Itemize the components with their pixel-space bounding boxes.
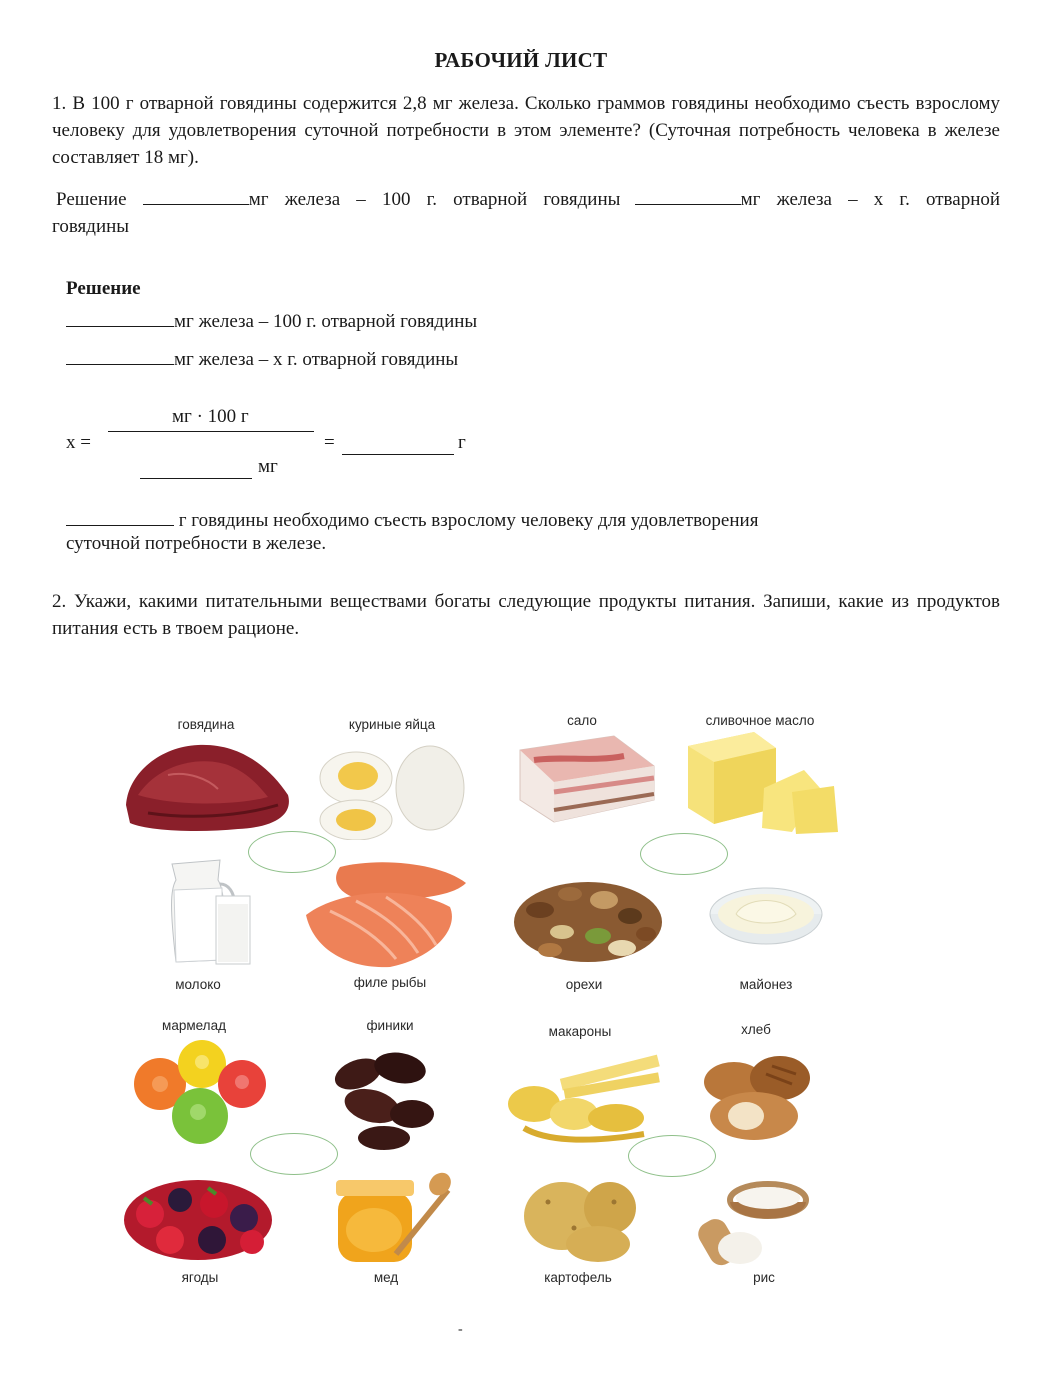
blank-result[interactable] (342, 436, 454, 455)
result-unit: г (458, 432, 466, 453)
task1-inline-solution (52, 186, 1000, 240)
label-berries: ягоды (181, 1270, 219, 1285)
blank-iron-amount-2[interactable] (635, 186, 741, 205)
label-nuts: орехи (565, 977, 603, 992)
label-marmalade: мармелад (162, 1018, 226, 1033)
inline-part-x: мг железа – х г. отварной говядины (52, 189, 1001, 237)
x-equals: х = (66, 432, 91, 453)
marmalade-image (130, 1038, 270, 1148)
page-title: РАБОЧИЙ ЛИСТ (434, 48, 608, 72)
label-butter: сливочное масло (705, 713, 815, 728)
task1-question: 1. В 100 г отварной говядины содержится 2,8 мг железа. Сколько граммов говядины необходимо съесть взрослому человеку для удовлетворения суточной потребности в этом элементе? (Суточная потребность человека в железе составляет 18 мг). (52, 93, 1000, 168)
answer-line-2: суточной потребности в железе. (66, 533, 327, 554)
label-lard: сало (567, 713, 597, 728)
answer-oval-3[interactable] (250, 1133, 338, 1175)
label-rice: рис (753, 1270, 775, 1285)
blank-denominator[interactable] (140, 460, 252, 479)
solution-line-1-text: мг железа – 100 г. отварной говядины (174, 311, 478, 332)
honey-image (330, 1170, 462, 1270)
mayo-image (706, 874, 828, 974)
answer-oval-2[interactable] (640, 833, 728, 875)
task2-question: 2. Укажи, какими питательными веществами богаты следующие продукты питания. Запиши, какие из продуктов питания есть в твоем рационе. (52, 591, 1000, 639)
butter-image (684, 728, 840, 836)
solution-heading: Решение (66, 278, 141, 299)
beef-image (118, 735, 296, 835)
label-beef: говядина (177, 717, 235, 732)
equals-sign: = (324, 432, 335, 453)
label-dates: финики (366, 1018, 414, 1033)
denominator-unit: мг (258, 456, 278, 477)
blank-answer[interactable] (66, 507, 174, 526)
rice-image (696, 1170, 812, 1270)
footer-mark: - (458, 1322, 463, 1337)
bread-image (696, 1044, 818, 1152)
label-mayo: майонез (739, 977, 793, 992)
dates-image (328, 1040, 436, 1152)
inline-solution-word: Решение (56, 189, 127, 210)
nuts-image (510, 870, 666, 968)
label-eggs: куриные яйца (348, 717, 436, 732)
label-milk: молоко (175, 977, 221, 992)
fraction-numerator: мг · 100 г (172, 406, 249, 427)
berries-image (120, 1170, 276, 1266)
label-fish: филе рыбы (353, 975, 427, 990)
blank-iron-amount-1[interactable] (143, 186, 249, 205)
label-pasta: макароны (548, 1024, 612, 1039)
blank-line1[interactable] (66, 308, 174, 327)
answer-line-1-text: г говядины необходимо съесть взрослому человеку для удовлетворения (178, 510, 759, 531)
solution-line-2 (66, 346, 458, 371)
blank-line2[interactable] (66, 346, 174, 365)
pasta-image (504, 1048, 664, 1148)
solution-line-1 (66, 308, 477, 333)
milk-image (160, 850, 260, 975)
potato-image (518, 1172, 642, 1264)
fraction-bar (108, 431, 314, 432)
answer-line-1 (66, 507, 758, 532)
lard-image (514, 730, 660, 830)
solution-line-2-text: мг железа – х г. отварной говядины (174, 349, 459, 370)
eggs-image (312, 740, 468, 840)
inline-part-100: мг железа – 100 г. отварной говядины (248, 189, 621, 210)
label-honey: мед (373, 1270, 399, 1285)
label-potato: картофель (544, 1270, 612, 1285)
fish-image (300, 855, 470, 973)
label-bread: хлеб (741, 1022, 771, 1037)
